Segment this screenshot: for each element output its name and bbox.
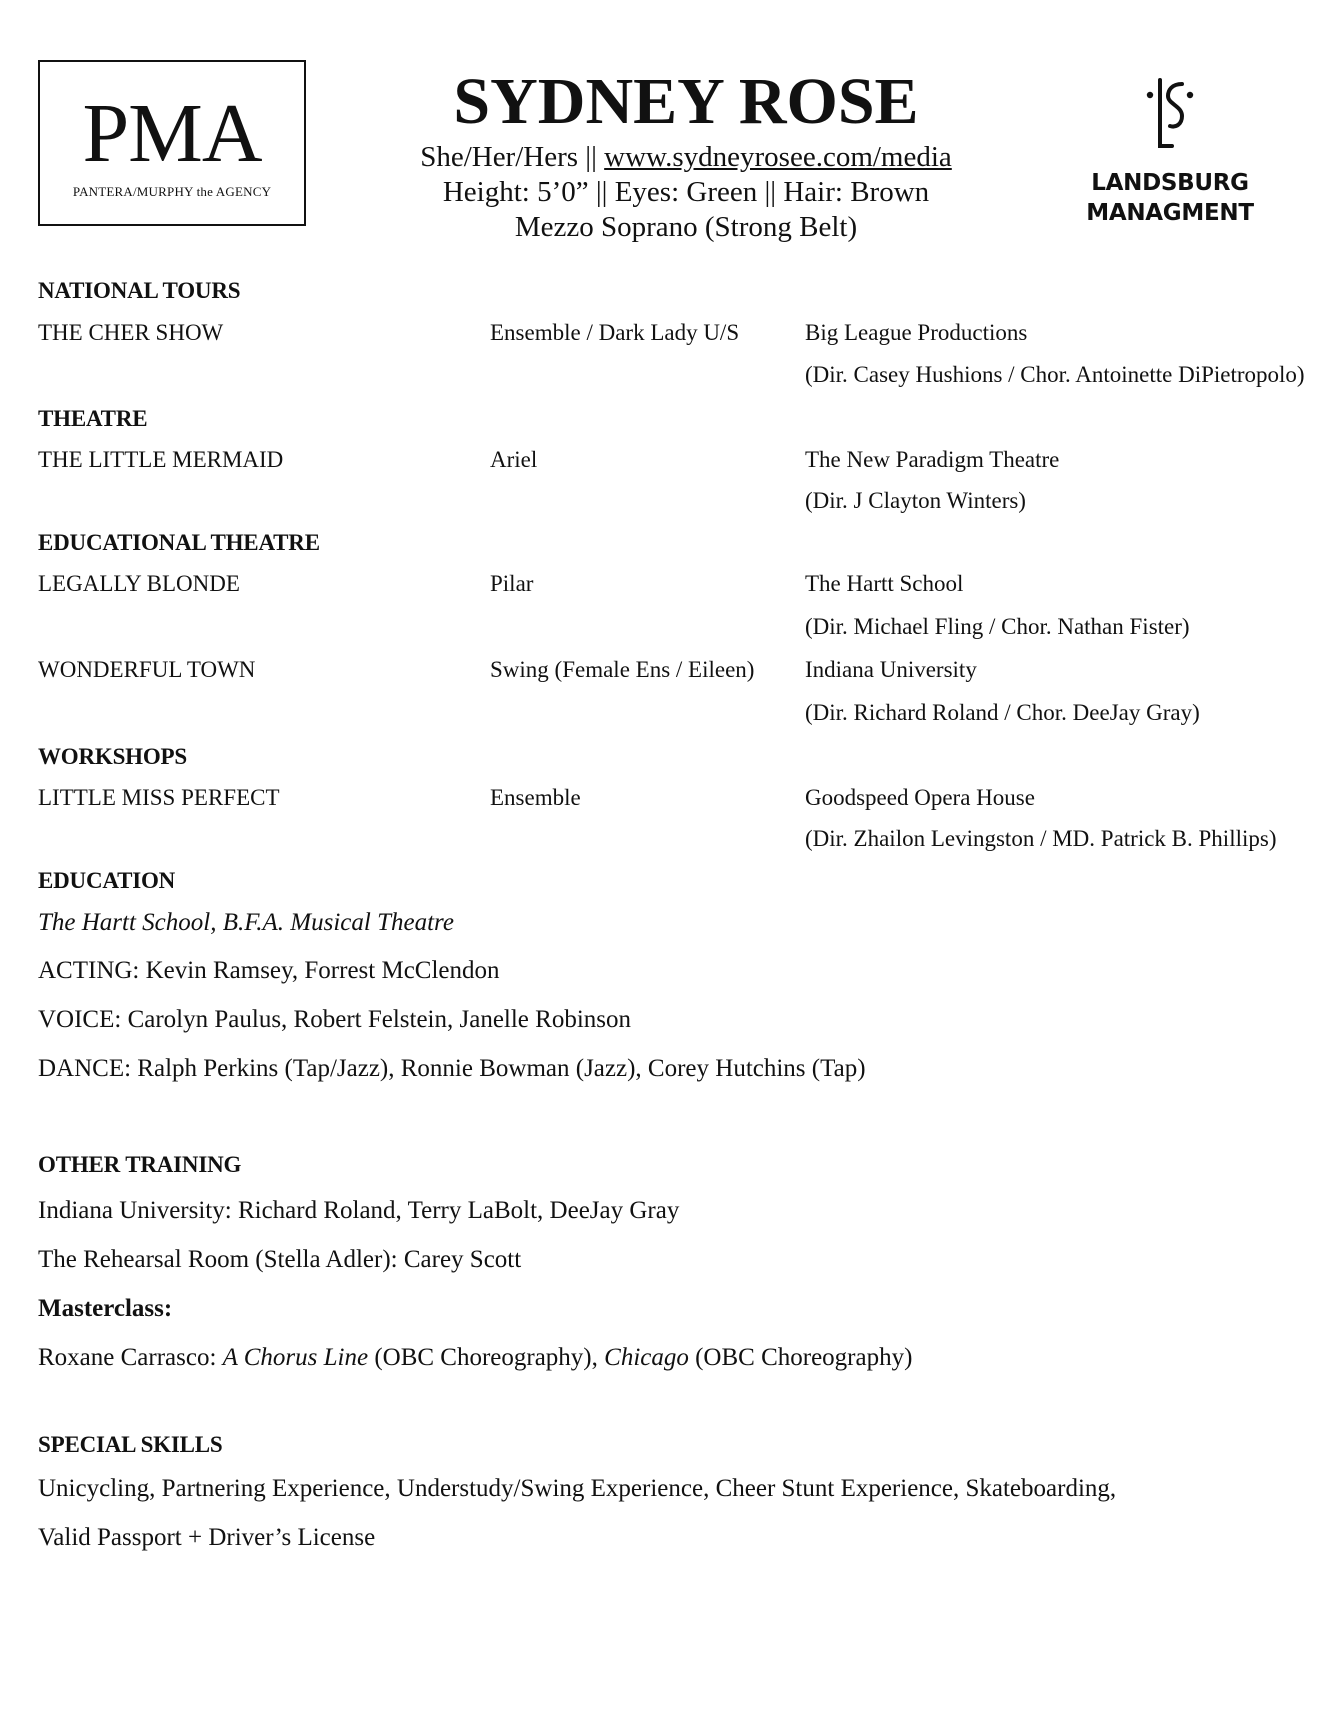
ls-monogram-icon — [1080, 76, 1260, 156]
credit-company: The New Paradigm Theatre — [805, 447, 1060, 472]
credit-show: THE CHER SHOW — [38, 320, 224, 345]
section-heading-theatre: THEATRE — [38, 406, 148, 431]
physical-stats: Height: 5’0” || Eyes: Green || Hair: Brown — [442, 176, 930, 208]
landsburg-management-logo — [1080, 76, 1260, 236]
credit-role: Pilar — [490, 571, 534, 596]
credit-company: Indiana University — [805, 657, 977, 682]
special-skills-line: Unicycling, Partnering Experience, Understudy/Swing Experience, Cheer Stunt Experience, Skateboarding, — [38, 1475, 1117, 1502]
pma-logo-letters: PMA — [82, 87, 262, 180]
credit-role: Ensemble / Dark Lady U/S — [490, 320, 740, 345]
credit-company: The Hartt School — [805, 571, 964, 596]
credit-company: Goodspeed Opera House — [805, 785, 1035, 810]
credit-role: Ariel — [490, 447, 538, 472]
school-degree: The Hartt School, B.F.A. Musical Theatre — [38, 909, 454, 936]
section-heading-education: EDUCATION — [38, 868, 176, 893]
voice-type: Mezzo Soprano (Strong Belt) — [514, 211, 858, 243]
credit-directors: (Dir. Casey Hushions / Chor. Antoinette DiPietropolo) — [805, 362, 1305, 387]
masterclass-detail: (OBC Choreography) — [688, 1344, 913, 1371]
separator: || — [585, 141, 597, 173]
credit-show: LEGALLY BLONDE — [38, 571, 240, 596]
credit-directors: (Dir. Michael Fling / Chor. Nathan Fister) — [805, 614, 1190, 639]
landsburg-line2: MANAGMENT — [1086, 200, 1254, 226]
masterclass-show: A Chorus Line — [222, 1344, 369, 1371]
education-dance: DANCE: Ralph Perkins (Tap/Jazz), Ronnie Bowman (Jazz), Corey Hutchins (Tap) — [38, 1055, 866, 1082]
credit-show: THE LITTLE MERMAID — [38, 447, 284, 472]
credit-role: Ensemble — [490, 785, 581, 810]
special-skills-line: Valid Passport + Driver’s License — [38, 1524, 376, 1551]
section-heading-educational-theatre: EDUCATIONAL THEATRE — [38, 530, 320, 555]
masterclass-line — [38, 1344, 912, 1372]
credit-directors: (Dir. J Clayton Winters) — [805, 488, 1026, 513]
pronouns: She/Her/Hers — [420, 141, 579, 173]
masterclass-teacher: Roxane Carrasco: — [38, 1344, 223, 1371]
pma-logo-subtitle: PANTERA/MURPHY the AGENCY — [72, 184, 272, 199]
section-heading-workshops: WORKSHOPS — [38, 744, 188, 769]
section-heading-special-skills: SPECIAL SKILLS — [38, 1432, 223, 1457]
credit-directors: (Dir. Richard Roland / Chor. DeeJay Gray) — [805, 700, 1200, 725]
other-training-line: The Rehearsal Room (Stella Adler): Carey Scott — [38, 1246, 522, 1273]
resume-name: SYDNEY ROSE — [453, 65, 919, 138]
credit-show: WONDERFUL TOWN — [38, 657, 256, 682]
credit-directors: (Dir. Zhailon Levingston / MD. Patrick B. Phillips) — [805, 826, 1277, 851]
masterclass-detail: (OBC Choreography), — [368, 1344, 605, 1371]
education-acting: ACTING: Kevin Ramsey, Forrest McClendon — [38, 957, 500, 984]
landsburg-line1: LANDSBURG — [1091, 170, 1249, 196]
pronouns-website-line — [348, 140, 1024, 174]
education-school — [38, 909, 454, 937]
credit-company: Big League Productions — [805, 320, 1028, 345]
masterclass-label: Masterclass: — [38, 1295, 173, 1322]
pma-agency-logo — [38, 60, 306, 226]
masterclass-show: Chicago — [604, 1344, 689, 1371]
credit-show: LITTLE MISS PERFECT — [38, 785, 280, 810]
credit-role: Swing (Female Ens / Eileen) — [490, 657, 755, 682]
section-heading-other-training: OTHER TRAINING — [38, 1152, 242, 1177]
education-voice: VOICE: Carolyn Paulus, Robert Felstein, Janelle Robinson — [38, 1006, 632, 1033]
other-training-line: Indiana University: Richard Roland, Terry LaBolt, DeeJay Gray — [38, 1197, 680, 1224]
section-heading-national-tours: NATIONAL TOURS — [38, 278, 241, 303]
website-link[interactable]: www.sydneyrosee.com/media — [604, 141, 952, 173]
